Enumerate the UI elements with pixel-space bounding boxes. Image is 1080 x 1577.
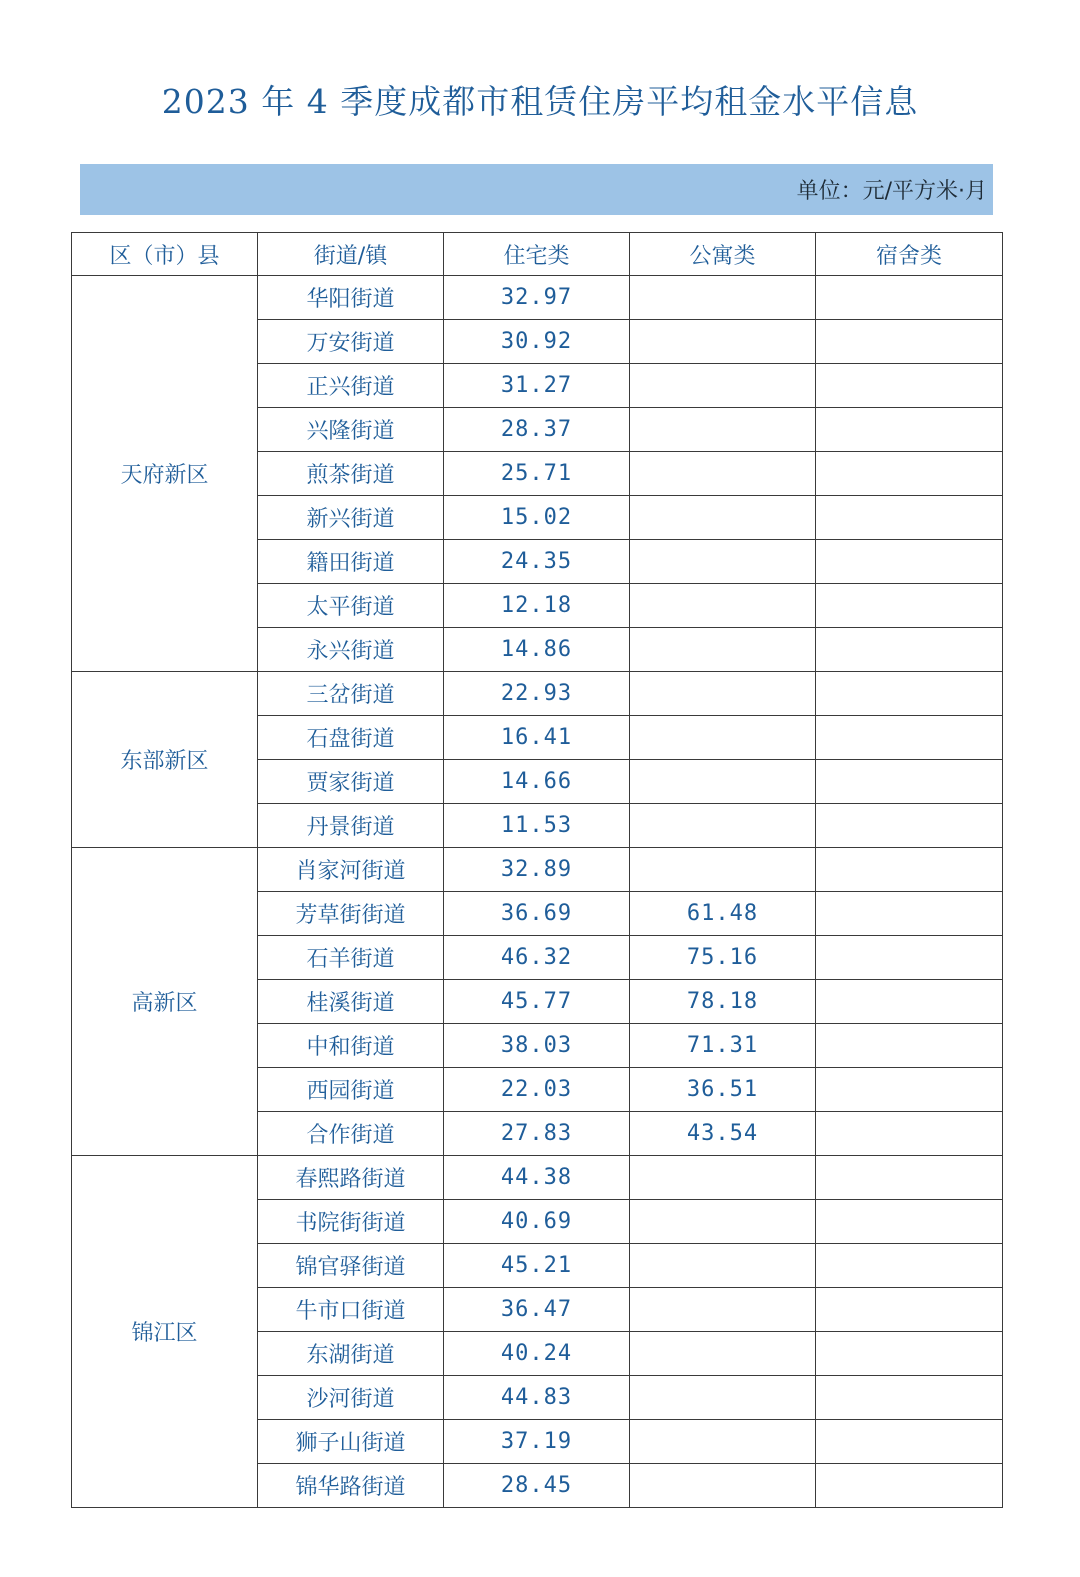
street-cell: 肖家河街道 [258, 848, 444, 892]
street-cell: 狮子山街道 [258, 1420, 444, 1464]
street-cell: 正兴街道 [258, 364, 444, 408]
street-cell: 锦官驿街道 [258, 1244, 444, 1288]
residential-cell: 22.03 [444, 1068, 630, 1112]
apartment-cell [630, 1288, 816, 1332]
dormitory-cell [816, 804, 1003, 848]
dormitory-cell [816, 980, 1003, 1024]
residential-cell: 44.83 [444, 1376, 630, 1420]
apartment-cell [630, 364, 816, 408]
header-district: 区（市）县 [72, 233, 258, 276]
street-cell: 东湖街道 [258, 1332, 444, 1376]
residential-cell: 32.97 [444, 276, 630, 320]
dormitory-cell [816, 1024, 1003, 1068]
apartment-cell: 78.18 [630, 980, 816, 1024]
street-cell: 书院街街道 [258, 1200, 444, 1244]
table-header-row [72, 233, 1003, 276]
dormitory-cell [816, 496, 1003, 540]
residential-cell: 16.41 [444, 716, 630, 760]
apartment-cell [630, 1376, 816, 1420]
street-cell: 永兴街道 [258, 628, 444, 672]
apartment-cell [630, 804, 816, 848]
residential-cell: 36.69 [444, 892, 630, 936]
street-cell: 西园街道 [258, 1068, 444, 1112]
residential-cell: 14.66 [444, 760, 630, 804]
district-cell: 天府新区 [72, 276, 258, 672]
table-row [72, 276, 1003, 320]
residential-cell: 25.71 [444, 452, 630, 496]
district-cell: 东部新区 [72, 672, 258, 848]
apartment-cell: 61.48 [630, 892, 816, 936]
street-cell: 芳草街街道 [258, 892, 444, 936]
residential-cell: 24.35 [444, 540, 630, 584]
dormitory-cell [816, 320, 1003, 364]
street-cell: 万安街道 [258, 320, 444, 364]
apartment-cell [630, 1464, 816, 1508]
dormitory-cell [816, 1332, 1003, 1376]
residential-cell: 36.47 [444, 1288, 630, 1332]
residential-cell: 37.19 [444, 1420, 630, 1464]
apartment-cell [630, 496, 816, 540]
header-dormitory: 宿舍类 [816, 233, 1003, 276]
street-cell: 煎茶街道 [258, 452, 444, 496]
street-cell: 太平街道 [258, 584, 444, 628]
street-cell: 籍田街道 [258, 540, 444, 584]
street-cell: 桂溪街道 [258, 980, 444, 1024]
dormitory-cell [816, 1376, 1003, 1420]
residential-cell: 14.86 [444, 628, 630, 672]
table-row [72, 1156, 1003, 1200]
apartment-cell [630, 848, 816, 892]
dormitory-cell [816, 1420, 1003, 1464]
apartment-cell: 36.51 [630, 1068, 816, 1112]
residential-cell: 45.77 [444, 980, 630, 1024]
unit-bar [80, 164, 993, 215]
dormitory-cell [816, 1068, 1003, 1112]
table-body [72, 276, 1003, 1508]
dormitory-cell [816, 1200, 1003, 1244]
residential-cell: 45.21 [444, 1244, 630, 1288]
apartment-cell [630, 1420, 816, 1464]
apartment-cell [630, 408, 816, 452]
dormitory-cell [816, 540, 1003, 584]
dormitory-cell [816, 1464, 1003, 1508]
apartment-cell: 75.16 [630, 936, 816, 980]
dormitory-cell [816, 760, 1003, 804]
district-cell: 高新区 [72, 848, 258, 1156]
street-cell: 华阳街道 [258, 276, 444, 320]
street-cell: 贾家街道 [258, 760, 444, 804]
table-row [72, 848, 1003, 892]
dormitory-cell [816, 1112, 1003, 1156]
header-street: 街道/镇 [258, 233, 444, 276]
dormitory-cell [816, 848, 1003, 892]
dormitory-cell [816, 1288, 1003, 1332]
street-cell: 春熙路街道 [258, 1156, 444, 1200]
table-row [72, 672, 1003, 716]
dormitory-cell [816, 276, 1003, 320]
apartment-cell [630, 1332, 816, 1376]
street-cell: 丹景街道 [258, 804, 444, 848]
residential-cell: 40.24 [444, 1332, 630, 1376]
apartment-cell [630, 276, 816, 320]
street-cell: 兴隆街道 [258, 408, 444, 452]
header-apartment: 公寓类 [630, 233, 816, 276]
street-cell: 石羊街道 [258, 936, 444, 980]
residential-cell: 12.18 [444, 584, 630, 628]
apartment-cell [630, 716, 816, 760]
residential-cell: 32.89 [444, 848, 630, 892]
street-cell: 石盘街道 [258, 716, 444, 760]
apartment-cell [630, 1200, 816, 1244]
street-cell: 沙河街道 [258, 1376, 444, 1420]
residential-cell: 30.92 [444, 320, 630, 364]
apartment-cell [630, 1244, 816, 1288]
header-residential: 住宅类 [444, 233, 630, 276]
dormitory-cell [816, 672, 1003, 716]
apartment-cell [630, 540, 816, 584]
dormitory-cell [816, 364, 1003, 408]
apartment-cell [630, 320, 816, 364]
street-cell: 锦华路街道 [258, 1464, 444, 1508]
residential-cell: 46.32 [444, 936, 630, 980]
street-cell: 新兴街道 [258, 496, 444, 540]
dormitory-cell [816, 1156, 1003, 1200]
district-cell: 锦江区 [72, 1156, 258, 1508]
residential-cell: 15.02 [444, 496, 630, 540]
dormitory-cell [816, 716, 1003, 760]
street-cell: 牛市口街道 [258, 1288, 444, 1332]
residential-cell: 28.45 [444, 1464, 630, 1508]
dormitory-cell [816, 936, 1003, 980]
dormitory-cell [816, 584, 1003, 628]
unit-label: 单位：元/平方米·月 [796, 179, 987, 204]
street-cell: 合作街道 [258, 1112, 444, 1156]
residential-cell: 31.27 [444, 364, 630, 408]
apartment-cell [630, 584, 816, 628]
dormitory-cell [816, 1244, 1003, 1288]
apartment-cell [630, 760, 816, 804]
apartment-cell [630, 672, 816, 716]
street-cell: 中和街道 [258, 1024, 444, 1068]
page-title: 2023 年 4 季度成都市租赁住房平均租金水平信息 [161, 82, 919, 121]
apartment-cell [630, 628, 816, 672]
residential-cell: 28.37 [444, 408, 630, 452]
dormitory-cell [816, 628, 1003, 672]
dormitory-cell [816, 452, 1003, 496]
residential-cell: 40.69 [444, 1200, 630, 1244]
apartment-cell [630, 452, 816, 496]
apartment-cell: 71.31 [630, 1024, 816, 1068]
residential-cell: 44.38 [444, 1156, 630, 1200]
residential-cell: 27.83 [444, 1112, 630, 1156]
street-cell: 三岔街道 [258, 672, 444, 716]
residential-cell: 38.03 [444, 1024, 630, 1068]
dormitory-cell [816, 892, 1003, 936]
apartment-cell [630, 1156, 816, 1200]
apartment-cell: 43.54 [630, 1112, 816, 1156]
dormitory-cell [816, 408, 1003, 452]
rent-table [71, 232, 1003, 1508]
residential-cell: 22.93 [444, 672, 630, 716]
residential-cell: 11.53 [444, 804, 630, 848]
